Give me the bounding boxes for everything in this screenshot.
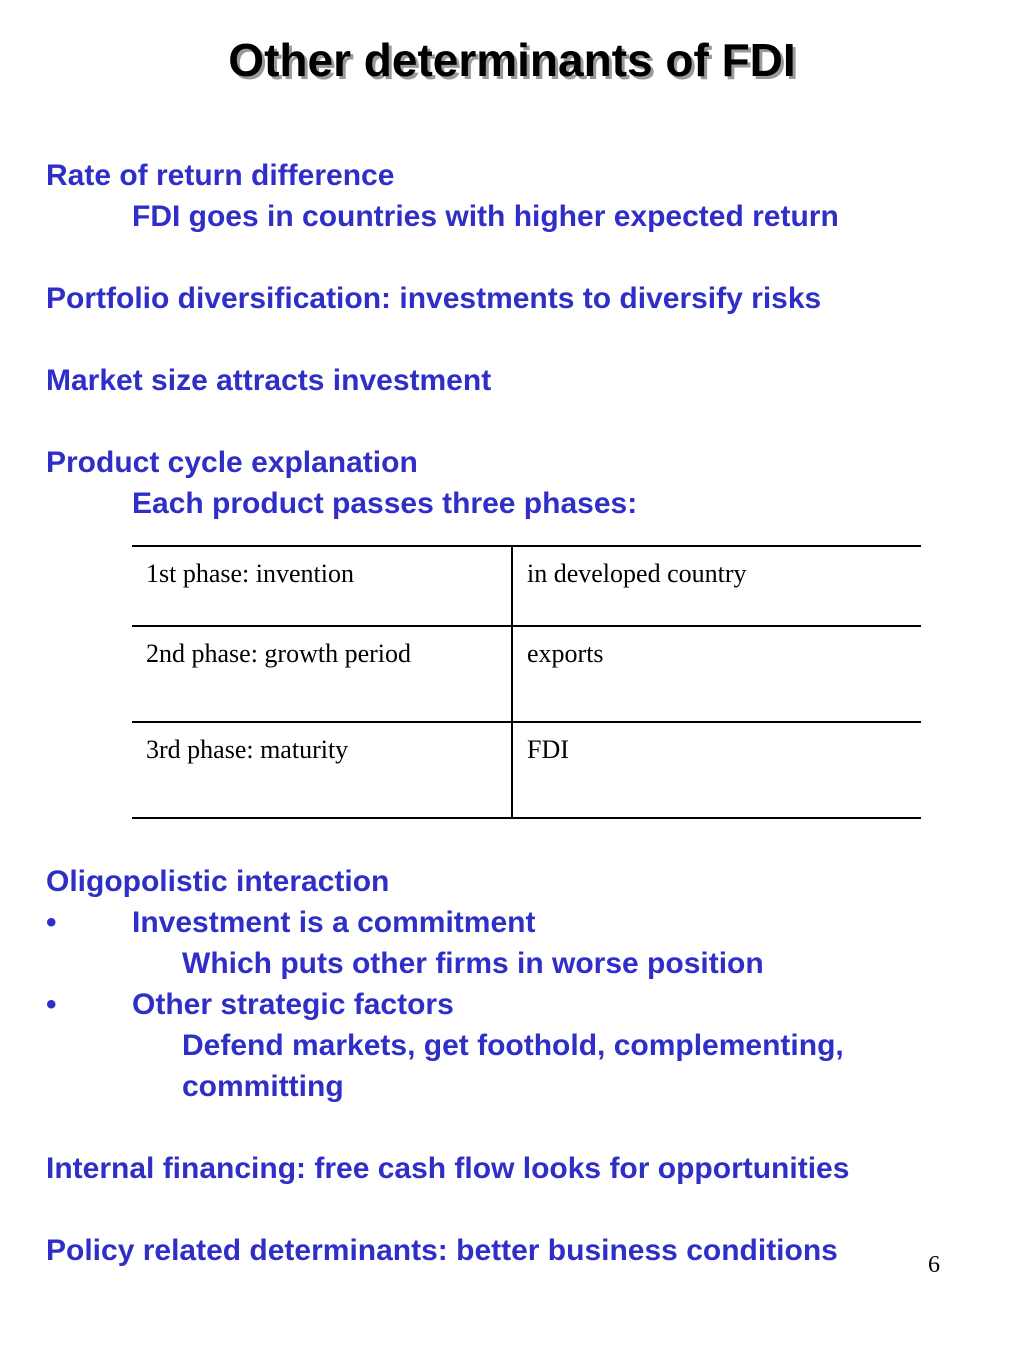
- bullet-strategic-detail-line1: Defend markets, get foothold, complementing,: [182, 1029, 844, 1062]
- table-row: [132, 722, 921, 818]
- internal-financing-heading: Internal financing: free cash flow looks for opportunities: [46, 1152, 850, 1185]
- product-cycle-detail: Each product passes three phases:: [132, 487, 638, 520]
- slide-title: Other determinants of FDI: [228, 34, 796, 86]
- bullet-marker: •: [46, 906, 57, 939]
- page-number: 6: [928, 1252, 940, 1278]
- product-cycle-table: [132, 545, 921, 819]
- rate-of-return-detail: FDI goes in countries with higher expected return: [132, 200, 839, 233]
- oligopolistic-heading: Oligopolistic interaction: [46, 865, 390, 898]
- phase-cell: 2nd phase: growth period: [132, 626, 512, 722]
- bullet-marker: •: [46, 988, 57, 1021]
- table-row: [132, 546, 921, 626]
- bullet-strategic-detail-line2: committing: [182, 1070, 344, 1103]
- bullet-strategic-factors: Other strategic factors: [132, 988, 454, 1021]
- table-row: [132, 626, 921, 722]
- phase-cell: 1st phase: invention: [132, 546, 512, 626]
- location-cell: FDI: [512, 722, 921, 818]
- bullet-commitment-detail: Which puts other firms in worse position: [182, 947, 764, 980]
- location-cell: exports: [512, 626, 921, 722]
- market-size-heading: Market size attracts investment: [46, 364, 492, 397]
- portfolio-heading: Portfolio diversification: investments to diversify risks: [46, 282, 822, 315]
- bullet-commitment: Investment is a commitment: [132, 906, 536, 939]
- phase-cell: 3rd phase: maturity: [132, 722, 512, 818]
- policy-heading: Policy related determinants: better business conditions: [46, 1234, 838, 1267]
- rate-of-return-heading: Rate of return difference: [46, 159, 395, 192]
- location-cell: in developed country: [512, 546, 921, 626]
- product-cycle-heading: Product cycle explanation: [46, 446, 418, 479]
